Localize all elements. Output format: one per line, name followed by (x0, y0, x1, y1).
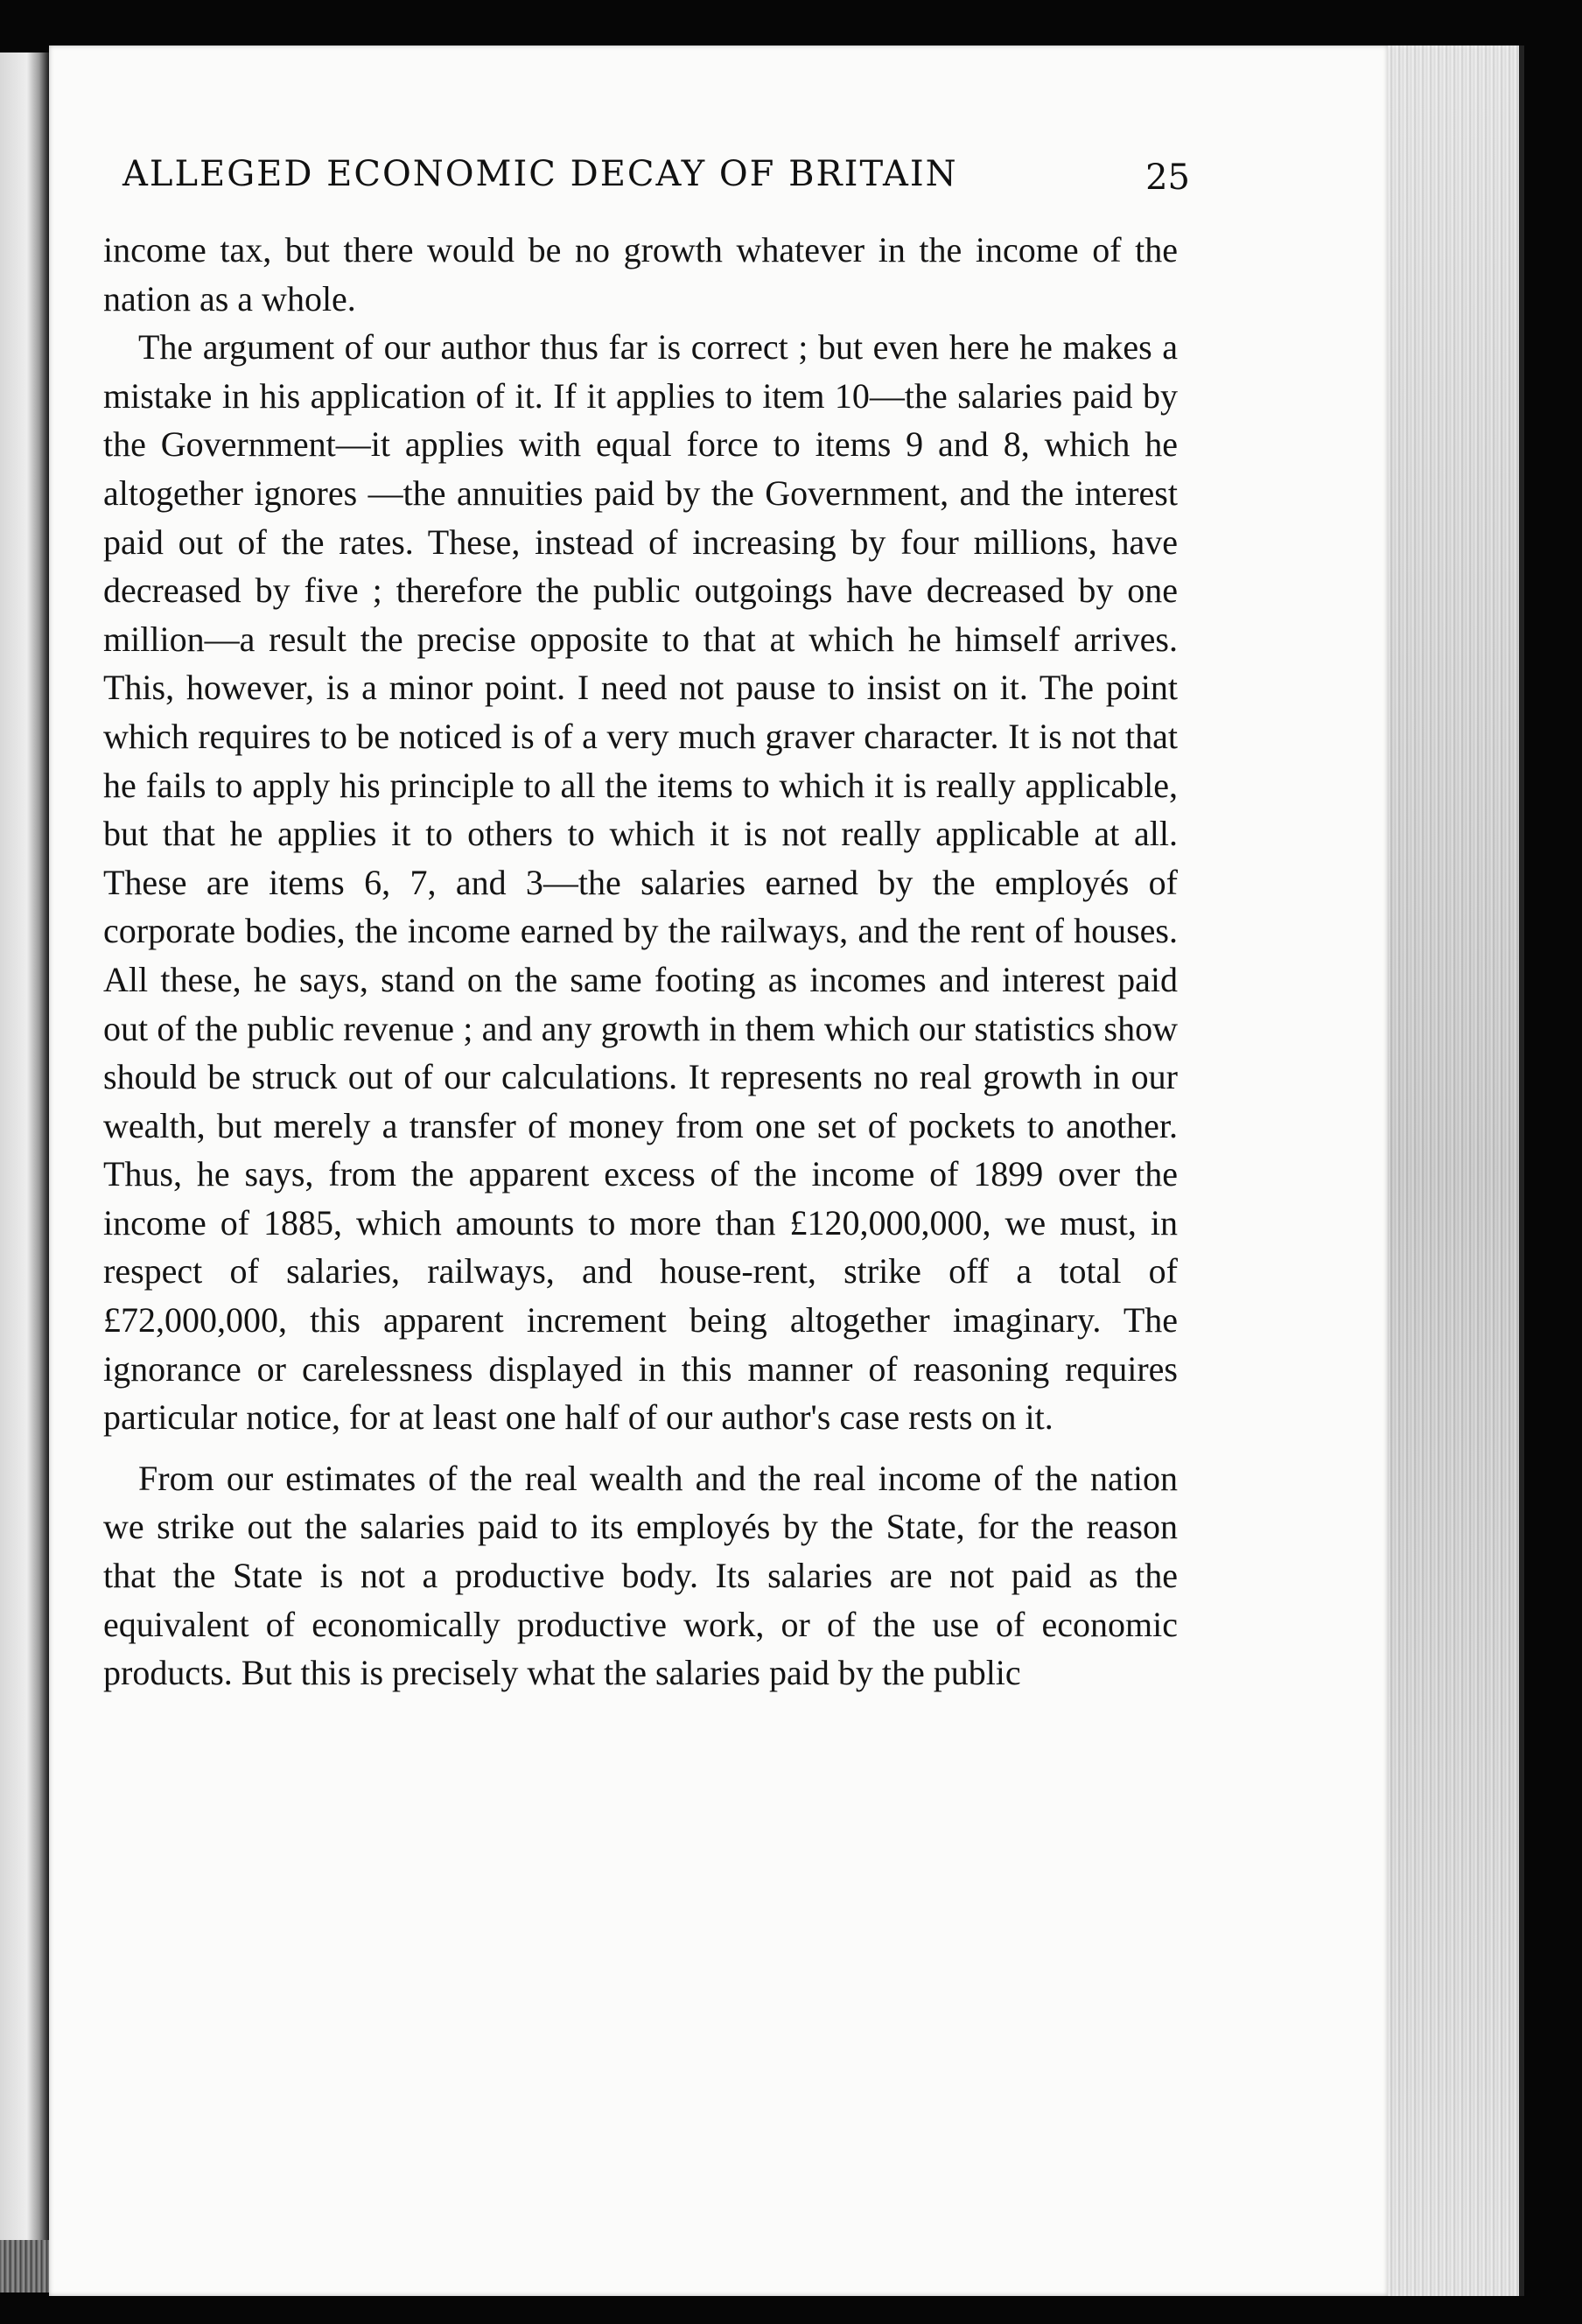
running-head-title: ALLEGED ECONOMIC DECAY OF BRITAIN (122, 154, 958, 194)
paragraph: The argument of our author thus far is correct ; but even here he makes a mistake in his application of it. If it applies to item 10—the salaries paid by the Government—it applies with equal force to items 9 and 8, which he altogether ignores —the annuities paid by the Government, and the interest paid out of the rates. These, instead of increasing by four millions, have decreased by five ; therefore the public outgoings have decreased by one million—a result the precise opposite to that at which he himself arrives. This, however, is a minor point. I need not pause to insist on it. The point which requires to be noticed is of a very much graver character. It is not that he fails to apply his principle to all the items to which it is really applicable, but that he applies it to others to which it is not really applicable at all. These are items 6, 7, and 3—the salaries earned by the employés of corporate bodies, the income earned by the railways, and the rent of houses. All these, he says, stand on the same footing as incomes and interest paid out of the public revenue ; and any growth in them which our statistics show should be struck out of our calculations. It represents no real growth in our wealth, but merely a transfer of money from one set of pockets to another. Thus, he says, from the apparent excess of the income of 1899 over the income of 1885, which amounts to more than £120,000,000, we must, in respect of salaries, railways, and house-rent, strike off a total of £72,000,000, this apparent increment being altogether imaginary. The ignorance or carelessness displayed in this manner of reasoning requires particular notice, for at least one half of our author's case rests on it. (103, 327, 1178, 1438)
body-text (103, 226, 1178, 1698)
paragraph: From our estimates of the real wealth and the real income of the nation we strike out the salaries paid to its employés by the State, for the reason that the State is not a productive body. Its salaries are not paid as the equivalent of economically productive work, or of the use of economic products. But this is precisely what the salaries paid by the public (103, 1458, 1178, 1693)
left-page-edge (0, 52, 49, 2292)
page-stack-edge (1388, 46, 1524, 2296)
paragraph: income tax, but there would be no growth whatever in the income of the nation as a whole. (103, 230, 1178, 318)
page-number: 25 (1145, 158, 1190, 198)
running-head (122, 154, 1190, 215)
